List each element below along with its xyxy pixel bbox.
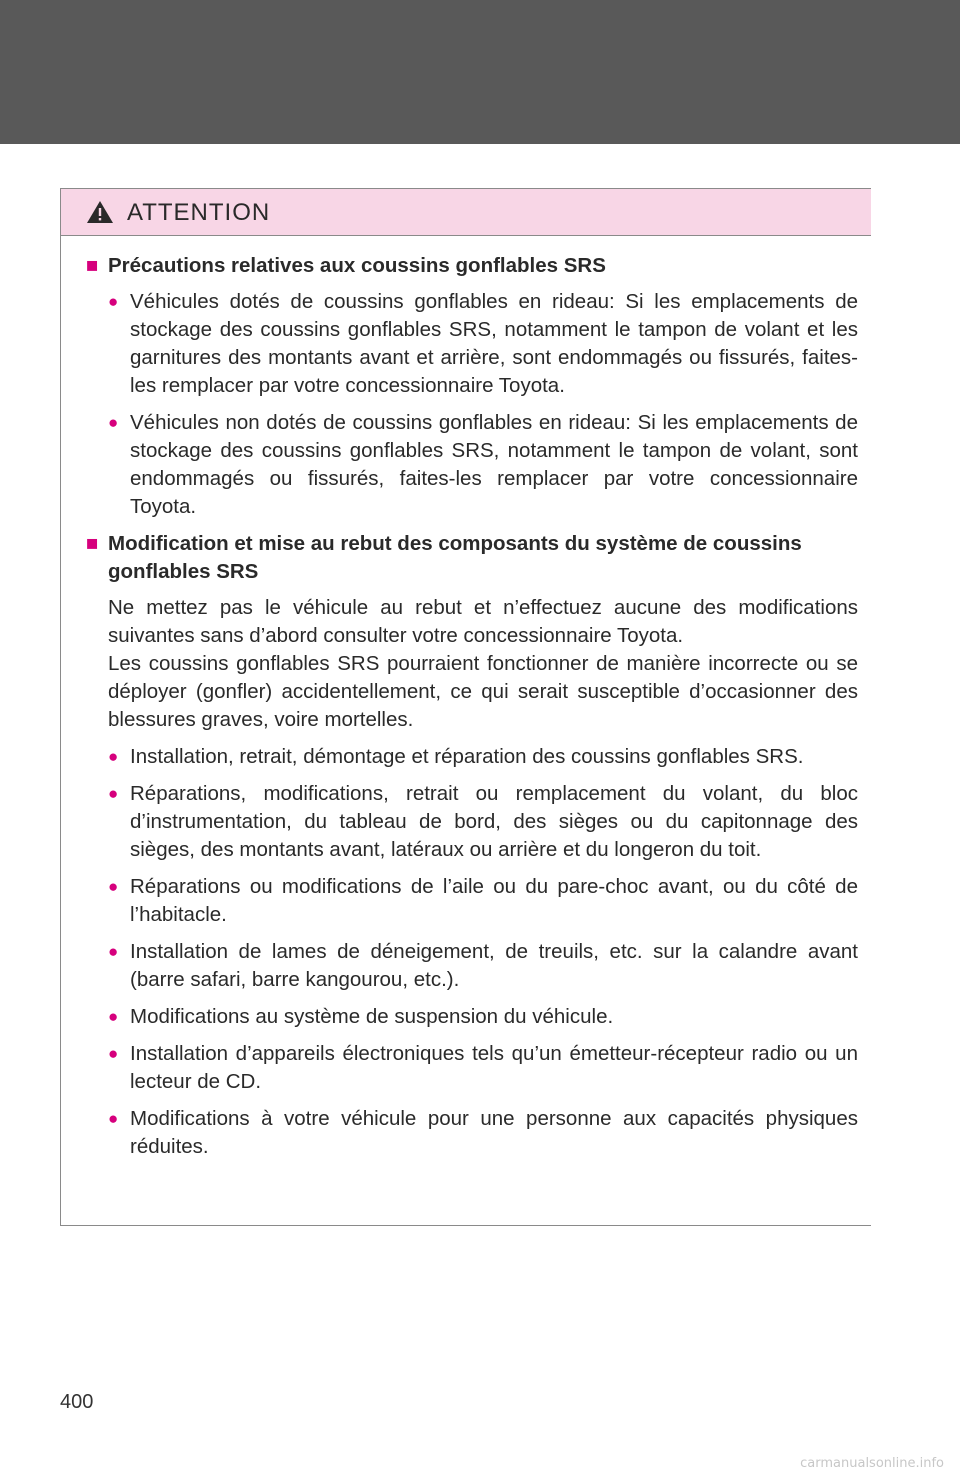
warning-title: ATTENTION — [127, 199, 271, 226]
watermark: carmanualsonline.info — [800, 1456, 944, 1471]
paragraph: Ne mettez pas le véhicule au rebut et n’effectuez aucune des modifications suivantes sans d’abord consulter votre concessionnaire Toyota. — [108, 596, 858, 647]
square-marker-icon: ■ — [86, 532, 99, 555]
list-item: ● Modifications au système de suspension du véhicule. — [108, 1003, 858, 1031]
warning-content — [86, 252, 858, 1170]
bullet-icon: ● — [108, 1007, 119, 1026]
bullet-icon: ● — [108, 784, 119, 803]
paragraph: Les coussins gonflables SRS pourraient fonctionner de manière incorrecte ou se déployer (gonfler) accidentellement, ce qui serait susceptible d’occasionner des blessures graves, voire mortelles. — [108, 652, 858, 731]
bullet-icon: ● — [108, 413, 119, 432]
warning-box — [60, 188, 871, 1226]
list-item: ● Modifications à votre véhicule pour une personne aux capacités physiques réduites. — [108, 1105, 858, 1161]
bullet-icon: ● — [108, 292, 119, 311]
bullet-icon: ● — [108, 1044, 119, 1063]
bullet-icon: ● — [108, 1109, 119, 1128]
page-header-band — [0, 0, 960, 144]
section-heading: ■ Modification et mise au rebut des composants du système de coussins gonflables SRS — [86, 530, 858, 586]
list-item: ● Véhicules non dotés de coussins gonflables en rideau: Si les emplacements de stockage des coussins gonflables SRS, notamment le tampon de volant, sont endommagés ou fissurés, faites-les remplacer par votre concessionnaire Toyota. — [108, 409, 858, 521]
square-marker-icon: ■ — [86, 254, 99, 277]
list-item: ● Réparations, modifications, retrait ou remplacement du volant, du bloc d’instrumentation, du tableau de bord, des sièges ou du capitonnage des sièges, des montants avant, latéraux ou arrière et du longeron du toit. — [108, 780, 858, 864]
list-item: ● Installation de lames de déneigement, de treuils, etc. sur la calandre avant (barre safari, barre kangourou, etc.). — [108, 938, 858, 994]
bullet-icon: ● — [108, 942, 119, 961]
page-number: 400 — [60, 1391, 94, 1413]
list-item: ● Véhicules dotés de coussins gonflables en rideau: Si les emplacements de stockage des coussins gonflables SRS, notamment le tampon de volant et les garnitures des montants avant et arrière, sont endommagés ou fissurés, faites-les remplacer par votre concessionnaire Toyota. — [108, 288, 858, 400]
list-item: ● Installation, retrait, démontage et réparation des coussins gonflables SRS. — [108, 743, 858, 771]
warning-header — [61, 189, 871, 236]
list-item: ● Installation d’appareils électroniques tels qu’un émetteur-récepteur radio ou un lecteur de CD. — [108, 1040, 858, 1096]
bullet-icon: ● — [108, 877, 119, 896]
list-item: ● Réparations ou modifications de l’aile ou du pare-choc avant, ou du côté de l’habitacle. — [108, 873, 858, 929]
section-heading: ■ Précautions relatives aux coussins gonflables SRS — [86, 252, 858, 280]
warning-triangle-icon — [86, 200, 114, 224]
bullet-icon: ● — [108, 747, 119, 766]
